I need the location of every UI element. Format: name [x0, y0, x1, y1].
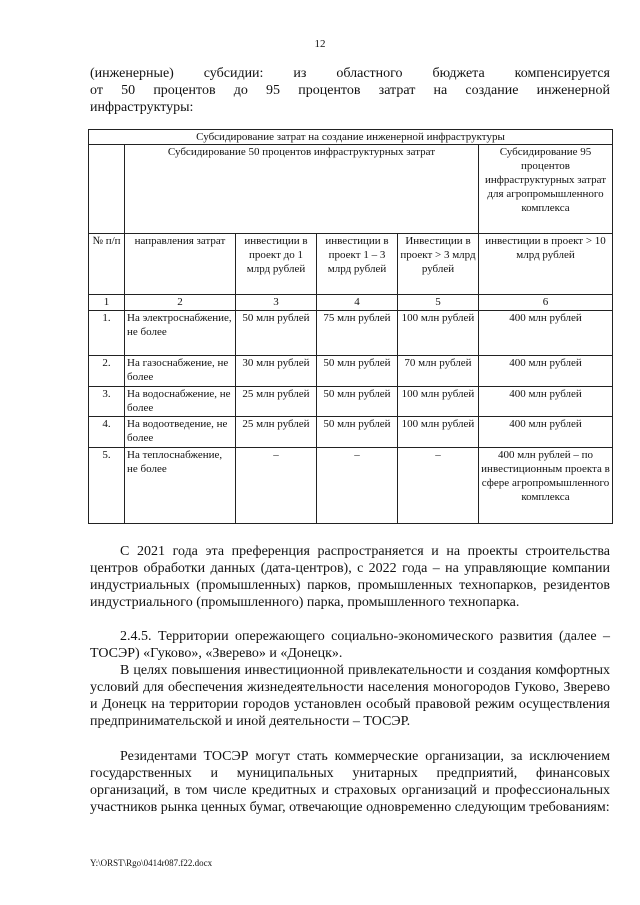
- row-c5: 70 млн рублей: [398, 355, 479, 386]
- index-cell: 1: [89, 295, 125, 310]
- row-direction: На теплоснабжение, не более: [125, 448, 236, 524]
- row-num: 5.: [89, 448, 125, 524]
- header-num: № п/п: [89, 233, 125, 295]
- subsidy-table: [88, 129, 613, 524]
- row-c4: –: [317, 448, 398, 524]
- row-c6: 400 млн рублей: [479, 386, 613, 417]
- intro-line-3: инфраструктуры:: [90, 100, 194, 115]
- row-c4: 50 млн рублей: [317, 417, 398, 448]
- paragraph-toser-purpose: В целях повышения инвестиционной привлекательности и создания комфортных условий для обеспечения жизнедеятельности населения моногородов Гуково, Зверево и Донецк на территории городов установлен особый правовой режим осуществления предпринимательской и иной деятельности – ТОСЭР.: [90, 663, 610, 729]
- header-col5: Инвестиции в проект > 3 млрд рублей: [398, 233, 479, 295]
- row-c6: 400 млн рублей: [479, 355, 613, 386]
- table-row: [89, 355, 613, 386]
- row-direction: На водоснабжение, не более: [125, 386, 236, 417]
- page-number: 12: [314, 38, 326, 50]
- row-c3: –: [236, 448, 317, 524]
- header-subsidy-95: Субсидирование 95 процентов инфраструктурных затрат для агропромышленного комплекса: [479, 145, 613, 233]
- header-col6: инвестиции в проект > 10 млрд рублей: [479, 233, 613, 295]
- header-col4: инвестиции в проект 1 – 3 млрд рублей: [317, 233, 398, 295]
- row-c6: 400 млн рублей: [479, 310, 613, 355]
- row-c3: 25 млн рублей: [236, 386, 317, 417]
- paragraph-data-centers: С 2021 года эта преференция распространяется и на проекты строительства центров обработки данных (дата-центров), с 2022 года – на управляющие компании индустриальных (промышленных) парков, промышленных технопарков, резидентов индустриального (промышленного) парка, промышленного технопарка.: [90, 544, 610, 610]
- row-c5: 100 млн рублей: [398, 386, 479, 417]
- header-empty-cell: [89, 145, 125, 233]
- row-c3: 50 млн рублей: [236, 310, 317, 355]
- row-c4: 50 млн рублей: [317, 386, 398, 417]
- row-direction: На водоотведение, не более: [125, 417, 236, 448]
- row-c4: 50 млн рублей: [317, 355, 398, 386]
- intro-line-1: (инженерные) субсидии: из областного бюджета компенсируется: [90, 66, 610, 81]
- table-title: Субсидирование затрат на создание инженерной инфраструктуры: [89, 130, 613, 145]
- index-cell: 6: [479, 295, 613, 310]
- row-c4: 75 млн рублей: [317, 310, 398, 355]
- index-cell: 5: [398, 295, 479, 310]
- table-row: [89, 417, 613, 448]
- table-row: [89, 310, 613, 355]
- row-c6: 400 млн рублей – по инвестиционным проекта в сфере агропромышленного комплекса: [479, 448, 613, 524]
- header-col3: инвестиции в проект до 1 млрд рублей: [236, 233, 317, 295]
- row-c5: 100 млн рублей: [398, 310, 479, 355]
- header-direction: направления затрат: [125, 233, 236, 295]
- index-cell: 4: [317, 295, 398, 310]
- row-num: 1.: [89, 310, 125, 355]
- row-c3: 25 млн рублей: [236, 417, 317, 448]
- row-num: 2.: [89, 355, 125, 386]
- index-row: [89, 295, 613, 310]
- footer-file-path: Y:\ORST\Rgo\0414r087.f22.docx: [90, 858, 213, 868]
- row-c5: 100 млн рублей: [398, 417, 479, 448]
- index-cell: 2: [125, 295, 236, 310]
- index-cell: 3: [236, 295, 317, 310]
- paragraph-toser-residents: Резидентами ТОСЭР могут стать коммерческие организации, за исключением государственных и муниципальных унитарных предприятий, финансовых организаций, в том числе кредитных и страховых организаций и профессиональных участников рынка ценных бумаг, отвечающие одновременно следующим требованиям:: [90, 749, 610, 815]
- table-row: [89, 386, 613, 417]
- row-num: 4.: [89, 417, 125, 448]
- table-row: [89, 448, 613, 524]
- intro-paragraph: [90, 65, 610, 116]
- row-c6: 400 млн рублей: [479, 417, 613, 448]
- row-direction: На электроснабжение, не более: [125, 310, 236, 355]
- header-subsidy-50: Субсидирование 50 процентов инфраструктурных затрат: [125, 145, 479, 233]
- intro-line-2: от 50 процентов до 95 процентов затрат на создание инженерной: [90, 83, 610, 98]
- row-direction: На газоснабжение, не более: [125, 355, 236, 386]
- row-c5: –: [398, 448, 479, 524]
- paragraph-toser-heading: 2.4.5. Территории опережающего социально-экономического развития (далее – ТОСЭР) «Гуково», «Зверево» и «Донецк».: [90, 629, 610, 661]
- row-c3: 30 млн рублей: [236, 355, 317, 386]
- row-num: 3.: [89, 386, 125, 417]
